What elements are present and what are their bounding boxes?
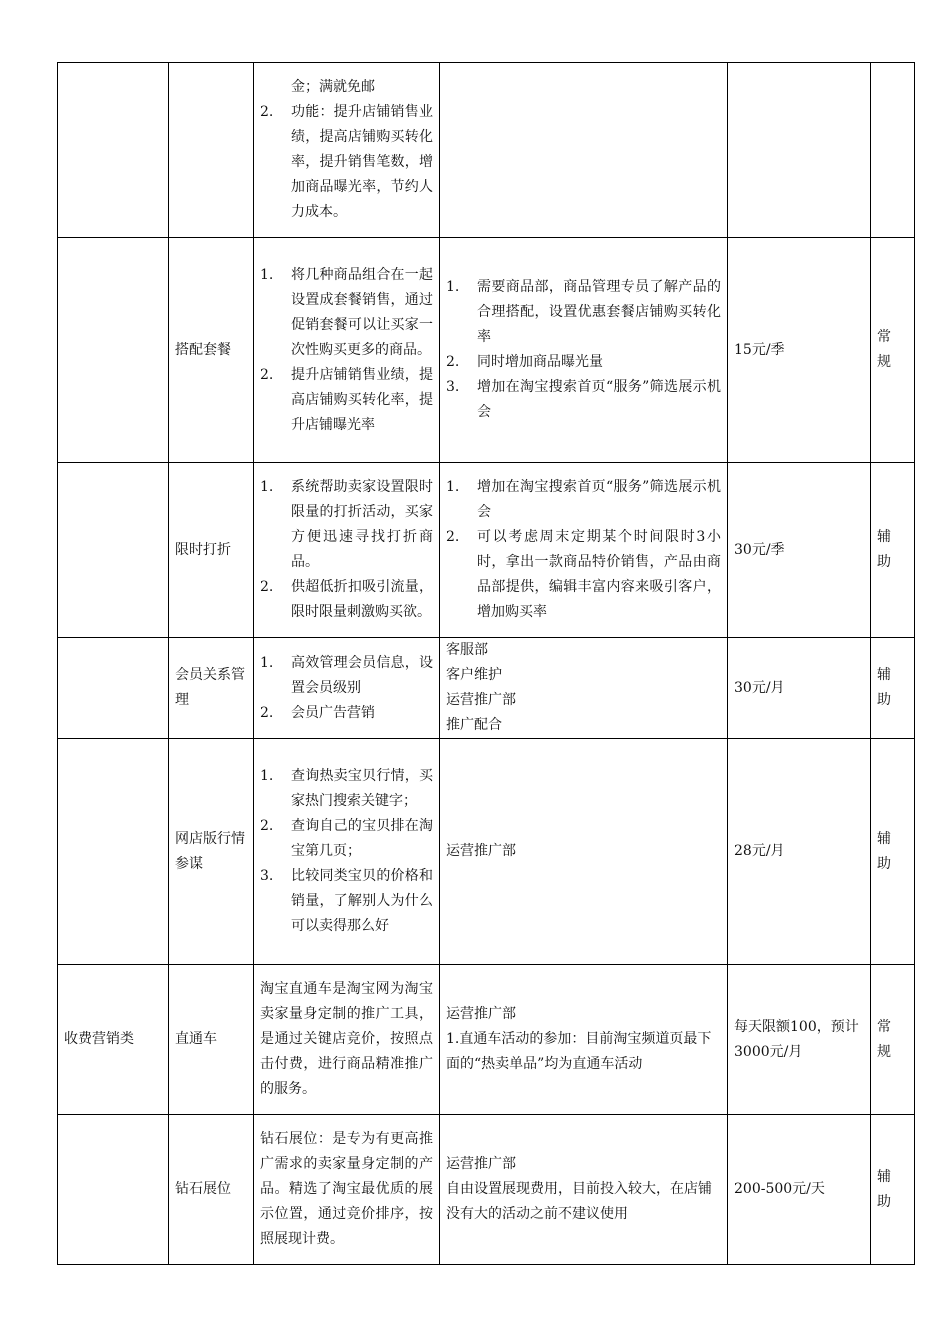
notes-cell: [440, 238, 728, 463]
list-item: 2. 功能：提升店铺销售业绩，提高店铺购买转化率，提升销售笔数，增加商品曝光率，节约人力成本。: [260, 104, 433, 220]
table-row: [58, 965, 915, 1115]
list-item: 2. 供超低折扣吸引流量，限时限量刺激购买欲。: [260, 579, 433, 620]
list-item: 3. 增加在淘宝搜索首页“服务”筛选展示机会: [446, 379, 721, 420]
cost-cell: 每天限额100，预计3000元/月: [728, 965, 871, 1115]
table-row: [58, 238, 915, 463]
list-item: 1. 查询热卖宝贝行情，买家热门搜索关键字；: [260, 768, 433, 809]
tool-name-cell: 搭配套餐: [169, 238, 254, 463]
notes-cell: 运营推广部: [440, 739, 728, 965]
list-item: 2. 提升店铺销售业绩，提高店铺购买转化率，提升店铺曝光率: [260, 366, 433, 433]
cost-cell: 30元/月: [728, 638, 871, 739]
list-item: 1. 需要商品部，商品管理专员了解产品的合理搭配，设置优惠套餐店铺购买转化率: [446, 279, 721, 345]
list-item: 2. 同时增加商品曝光量: [446, 354, 603, 370]
list-item: 1. 系统帮助卖家设置限时限量的打折活动，买家方便迅速寻找打折商品。: [260, 479, 433, 570]
list-item: 2. 查询自己的宝贝排在淘宝第几页；: [260, 818, 433, 859]
category-cell: [58, 63, 169, 238]
features-cell: [254, 739, 440, 965]
tool-name-cell: 限时打折: [169, 463, 254, 638]
features-cell: 淘宝直通车是淘宝网为淘宝卖家量身定制的推广工具，是通过关键店竞价，按照点击付费，进行商品精准推广的服务。: [254, 965, 440, 1115]
tool-name-cell: 会员关系管理: [169, 638, 254, 739]
category-cell: [58, 1115, 169, 1265]
table-row: [58, 463, 915, 638]
notes-cell: 运营推广部 1.直通车活动的参加：目前淘宝频道页最下面的“热卖单品”均为直通车活动: [440, 965, 728, 1115]
type-cell: 辅助: [871, 463, 915, 638]
tool-name-cell: 直通车: [169, 965, 254, 1115]
type-cell: 辅助: [871, 638, 915, 739]
table-row: [58, 739, 915, 965]
cost-cell: 28元/月: [728, 739, 871, 965]
list-item: 1. 高效管理会员信息，设置会员级别: [260, 654, 433, 696]
list-item: 2. 会员广告营销: [260, 704, 375, 721]
cost-cell: 15元/季: [728, 238, 871, 463]
category-cell: 收费营销类: [58, 965, 169, 1115]
category-cell: [58, 638, 169, 739]
table-row: [58, 1115, 915, 1265]
list-item: 3. 比较同类宝贝的价格和销量，了解别人为什么可以卖得那么好: [260, 868, 433, 934]
category-cell: [58, 238, 169, 463]
tool-name-cell: 网店版行情参谋: [169, 739, 254, 965]
cost-cell: [728, 63, 871, 238]
table-row: [58, 63, 915, 238]
category-cell: [58, 463, 169, 638]
notes-cell: 客服部 客户维护 运营推广部 推广配合: [440, 638, 728, 739]
features-cell: [254, 463, 440, 638]
features-cell: [254, 238, 440, 463]
type-cell: 常规: [871, 238, 915, 463]
notes-cell: [440, 63, 728, 238]
list-item: 2. 可以考虑周末定期某个时间限时3小时，拿出一款商品特价销售，产品由商品部提供，编辑丰富内容来吸引客户，增加购买率: [446, 529, 721, 620]
table-row: [58, 638, 915, 739]
tool-name-cell: [169, 63, 254, 238]
type-cell: 常规: [871, 965, 915, 1115]
tool-name-cell: 钻石展位: [169, 1115, 254, 1265]
features-cell: 钻石展位：是专为有更高推广需求的卖家量身定制的产品。精选了淘宝最优质的展示位置，通过竞价排序，按照展现计费。: [254, 1115, 440, 1265]
notes-cell: [440, 463, 728, 638]
type-cell: 辅助: [871, 739, 915, 965]
cost-cell: 200-500元/天: [728, 1115, 871, 1265]
list-item: 金；满就免邮: [291, 79, 375, 95]
features-cell: [254, 63, 440, 238]
type-cell: [871, 63, 915, 238]
category-cell: [58, 739, 169, 965]
list-item: 1. 将几种商品组合在一起设置成套餐销售，通过促销套餐可以让买家一次性购买更多的商品。: [260, 266, 433, 358]
marketing-tools-table: [57, 62, 915, 1265]
features-cell: [254, 638, 440, 739]
type-cell: 辅助: [871, 1115, 915, 1265]
notes-cell: 运营推广部 自由设置展现费用，目前投入较大，在店铺没有大的活动之前不建议使用: [440, 1115, 728, 1265]
list-item: 1. 增加在淘宝搜索首页“服务”筛选展示机会: [446, 479, 721, 520]
cost-cell: 30元/季: [728, 463, 871, 638]
